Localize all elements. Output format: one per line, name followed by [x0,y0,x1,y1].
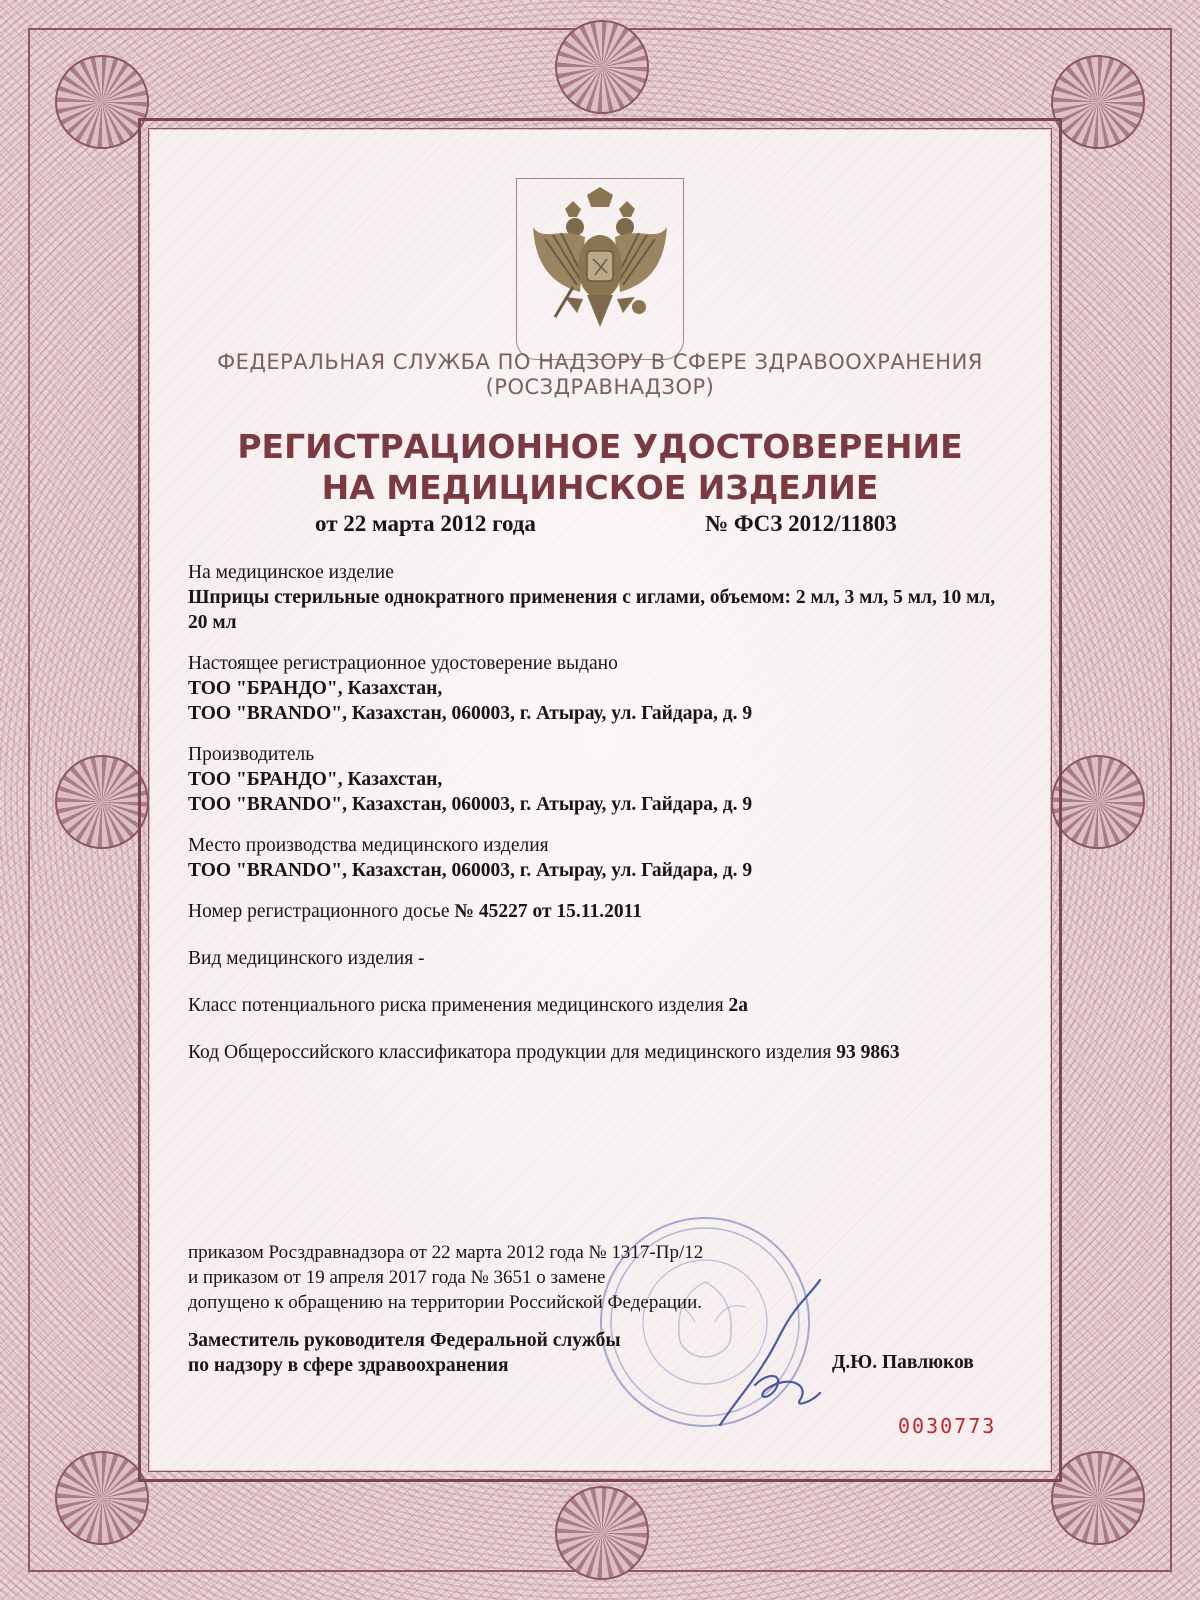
corner-rosette-icon [55,55,149,149]
signer-name: Д.Ю. Павлюков [832,1352,974,1373]
issue-date: от 22 марта 2012 года [315,511,536,536]
footer-line3: допущено к обращению на территории Российской Федерации. [188,1292,703,1313]
product-name: Шприцы стерильные однократного применения с иглами, объемом: 2 мл, 3 мл, 5 мл, 10 мл, 20 мл [188,587,996,633]
production-site-line1: ТОО "BRANDO", Казахстан, 060003, г. Атырау, ул. Гайдара, д. 9 [188,860,753,881]
corner-rosette-icon [1051,55,1145,149]
issued-to-label: Настоящее регистрационное удостоверение выдано [188,653,618,674]
manufacturer-label: Производитель [188,744,315,765]
risk-class-value: 2а [728,995,749,1016]
risk-class-label: Класс потенциального риска применения медицинского изделия [188,995,729,1016]
serial-number: 0030773 [898,1414,997,1438]
certificate-number: № ФСЗ 2012/11803 [705,511,897,536]
manufacturer-block [188,742,1018,817]
issued-to-block [188,651,1018,726]
double-headed-eagle-icon [525,187,675,347]
corner-rosette-icon [1051,1451,1145,1545]
dossier-block [188,899,1018,924]
okp-code-label: Код Общероссийского классификатора продукции для медицинского изделия [188,1042,837,1063]
device-type-block [188,946,1018,971]
manufacturer-line2: ТОО "BRANDO", Казахстан, 060003, г. Атырау, ул. Гайдара, д. 9 [188,794,753,815]
manufacturer-line1: ТОО "БРАНДО", Казахстан, [188,769,443,790]
dossier-label: Номер регистрационного досье [188,901,455,922]
production-site-block [188,833,1018,883]
okp-code-value: 93 9863 [836,1042,900,1063]
corner-rosette-icon [55,1451,149,1545]
issued-to-line2: ТОО "BRANDO", Казахстан, 060003, г. Атырау, ул. Гайдара, д. 9 [188,703,753,724]
production-site-label: Место производства медицинского изделия [188,835,549,856]
side-rosette-icon [55,755,149,849]
document-title: РЕГИСТРАЦИОННОЕ УДОСТОВЕРЕНИЕ [237,427,963,466]
issued-to-line1: ТОО "БРАНДО", Казахстан, [188,678,443,699]
signer-position-line2: по надзору в сфере здравоохранения [188,1355,509,1376]
footer-line2: и приказом от 19 апреля 2017 года № 3651 о замене [188,1267,606,1288]
footer-order-text [188,1240,1018,1315]
signer-position-line1: Заместитель руководителя Федеральной службы [188,1330,621,1351]
agency-name: ФЕДЕРАЛЬНАЯ СЛУЖБА ПО НАДЗОРУ В СФЕРЕ ЗДРАВООХРАНЕНИЯ [217,350,983,374]
bottom-rosette-icon [555,1486,649,1580]
agency-abbreviation: (РОСЗДРАВНАДЗОР) [485,375,715,399]
document-subtitle: НА МЕДИЦИНСКОЕ ИЗДЕЛИЕ [321,468,879,507]
side-rosette-icon [1051,755,1145,849]
top-rosette-icon [555,20,649,114]
risk-class-block [188,993,1018,1018]
dossier-value: № 45227 от 15.11.2011 [454,901,642,922]
certificate-details [188,560,1018,1081]
product-block [188,560,1018,635]
emblem-shield [516,178,684,360]
okp-code-block [188,1040,1018,1065]
footer-line1: приказом Росздравнадзора от 22 марта 2012 года № 1317-Пр/12 [188,1242,704,1263]
product-label: На медицинское изделие [188,562,394,583]
device-type-label: Вид медицинского изделия - [188,948,425,969]
